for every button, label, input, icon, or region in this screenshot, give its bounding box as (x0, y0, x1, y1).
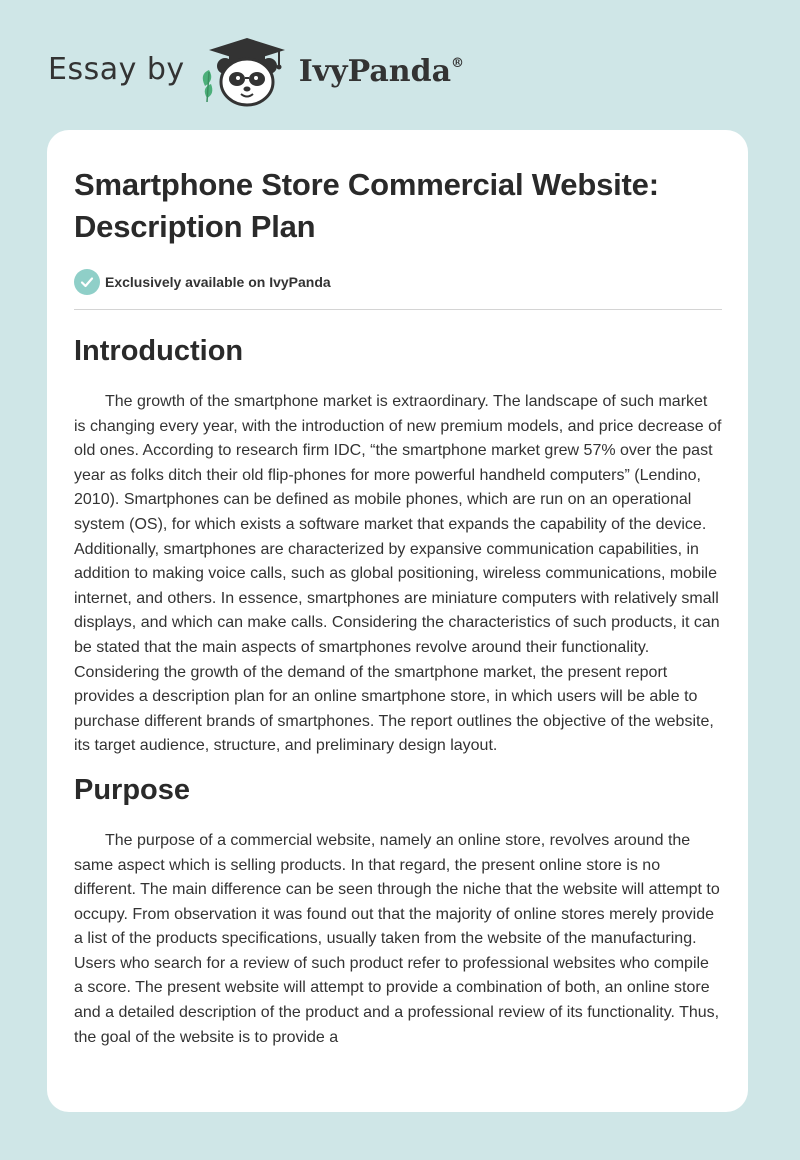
exclusive-badge (74, 268, 722, 296)
section-heading-purpose: Purpose (74, 773, 191, 806)
section-text-introduction: The growth of the smartphone market is extraordinary. The landscape of such market is changing every year, with the introduction of new premium models, and price decrease of old ones. According to research firm IDC, “the smartphone market grew 57% over the past year as folks ditch their old flip-phones for more powerful handheld computers” (Lendino, 2010). Smartphones can be defined as mobile phones, which are run on an operational system (OS), for which exists a software market that expands the capability of the device. Additionally, smartphones are characterized by expansive communication capabilities, in addition to making voice calls, such as global positioning, wireless communications, mobile internet, and others. In essence, smartphones are miniature computers with relatively small displays, and which can make calls. Considering the characteristics of such products, it can be stated that the main aspects of smartphones revolve around their functionality. Considering the growth of the demand of the smartphone market, the present report provides a description plan for an online smartphone store, in which users will be able to purchase different brands of smartphones. The report outlines the objective of the website, its target audience, structure, and preliminary design layout. (74, 393, 722, 755)
registered-mark: ® (451, 55, 465, 71)
article-card (47, 130, 748, 1112)
panda-logo-icon[interactable] (199, 36, 295, 108)
section-heading-introduction: Introduction (74, 335, 244, 367)
section-text-purpose: The purpose of a commercial website, namely an online store, revolves around the same aspect which is selling products. In that regard, the present online store is no different. The main difference can be seen through the niche that the website will attempt to occupy. From observation it was found out that the majority of online stores merely provide a list of the products specifications, usually taken from the website of the manufacturing. Users who search for a review of such product refer to professional websites who compile a score. The present website will attempt to provide a combination of both, an online store and a detailed description of the product and a professional review of its functionality. Thus, the goal of the website is to provide a (74, 831, 720, 1046)
page-title: Smartphone Store Commercial Website: Description Plan (74, 167, 659, 244)
brand-name[interactable]: IvyPanda® (298, 53, 465, 89)
brand-header (48, 36, 464, 108)
leaf-icon (202, 70, 212, 102)
exclusive-label: Exclusively available on IvyPanda (105, 274, 331, 290)
divider (74, 309, 722, 310)
brand-prefix: Essay by (48, 51, 185, 87)
checkmark-icon (74, 269, 100, 295)
